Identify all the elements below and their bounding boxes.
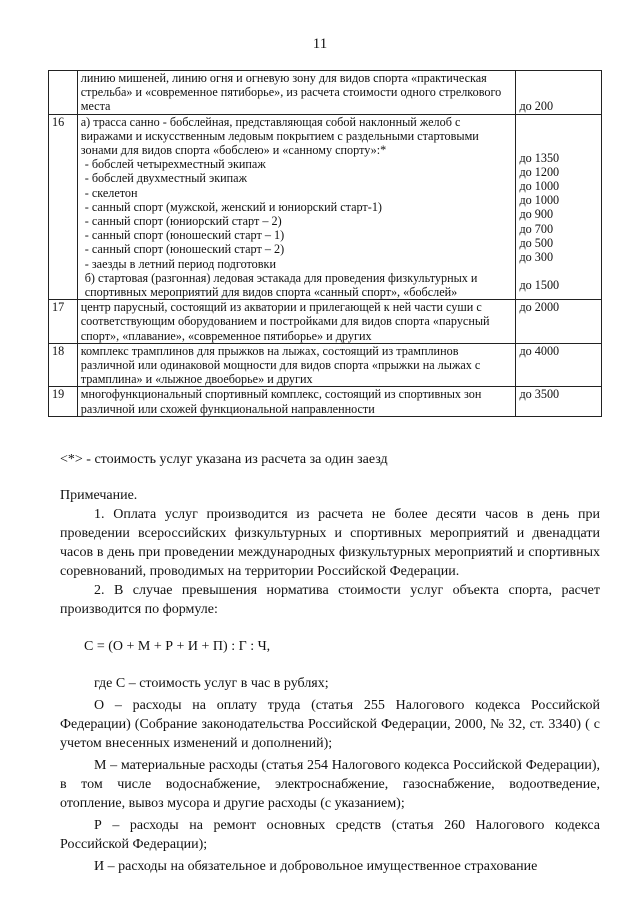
price-value: до 900 [519,207,554,222]
price-value: до 1200 [519,164,560,179]
row-description [77,114,516,300]
row-description: центр парусный, состоящий из акватории и прилегающей к ней части суши с соответствующим оборудованием и постройками для видов спорта «парусный спорт», «плавание», «современное пятиборье» и других [77,300,516,344]
row-number: 18 [49,343,78,387]
page-number: 11 [312,36,328,52]
paragraph: О – расходы на оплату труда (статья 255 Налогового кодекса Российской Федерации) (Собрание законодательства Российской Федерации, 2000, № 32, ст. 3340) ( с учетом внесенных изменений и дополнений); [60,698,600,751]
price-value: до 300 [519,250,554,265]
paragraph: 2. В случае превышения норматива стоимости услуг объекта спорта, расчет производится по формуле: [60,583,600,617]
subsection-a: а) трасса санно - бобслейная, представляющая собой наклонный желоб с виражами и искусственным ледовым покрытием с раздельными стартовыми зонами для видов спорта «бобслею» и «санному спорту»:* [80,114,479,158]
row-price: до 2000 [516,300,602,344]
note-title: Примечание. [60,488,138,503]
list-item: - санный спорт (юношеский старт – 1) [84,228,285,243]
row-number: 19 [49,387,78,416]
paragraph: М – материальные расходы (статья 254 Налогового кодекса Российской Федерации), в том числе водоснабжение, электроснабжение, газоснабжение, водоотведение, отопление, вывоз мусора и другие расходы (с указанием); [60,758,600,811]
list-item: - заезды в летний период подготовки [84,256,276,271]
paragraph: 1. Оплата услуг производится из расчета не более десяти часов в день при проведении всероссийских физкультурных и спортивных мероприятий и двенадцати часов в день при проведении международных физкультурных мероприятий и спортивных соревнований, проводимых на территории Российской Федерации. [60,507,600,579]
row-description: комплекс трамплинов для прыжков на лыжах, состоящий из трамплинов различной или одинаковой мощности для видов спорта «прыжки на лыжах с трамплина» и «лыжное двоеборье» и других [77,343,516,387]
row-price [516,71,602,115]
row-description: линию мишеней, линию огня и огневую зону для видов спорта «практическая стрельба» и «современное пятиборье», из расчета стоимости одного стрелкового места [77,71,516,115]
price-value: до 500 [519,235,554,250]
price-value: до 1000 [519,179,560,194]
row-price: до 4000 [516,343,602,387]
price-list [519,151,598,265]
table-row [49,114,602,300]
price-value: до 200 [519,99,554,113]
price-value: до 1000 [519,193,560,208]
row-number: 16 [49,114,78,300]
subsection-b: б) стартовая (разгонная) ледовая эстакада для проведения физкультурных и спортивных мероприятий для видов спорта «санный спорт», «бобслей» [84,270,478,300]
list-item: - скелетон [84,185,138,200]
row-number [49,71,78,115]
price-value: до 1350 [519,150,560,165]
paragraph: где С – стоимость услуг в час в рублях; [94,676,329,691]
price-table [48,70,602,417]
price-value: до 700 [519,221,554,236]
table-row [49,343,602,387]
row-number: 17 [49,300,78,344]
table-row [49,300,602,344]
paragraph: И – расходы на обязательное и добровольное имущественное страхование [94,859,538,874]
row-description: многофункциональный спортивный комплекс, состоящий из спортивных зон различной или схожей функциональной направленности [77,387,516,416]
table-row [49,71,602,115]
table-row [49,387,602,416]
footnote: <*> - стоимость услуг указана из расчета за один заезд [60,452,388,467]
list-item: - санный спорт (юношеский старт – 2) [84,242,285,257]
formula: С = (О + М + Р + И + П) : Г : Ч, [84,639,271,654]
row-price [516,114,602,300]
row-price: до 3500 [516,387,602,416]
price-value: до 1500 [519,278,560,293]
list-item: - бобслей двухместный экипаж [84,171,247,186]
list-item: - санный спорт (мужской, женский и юниорский старт-1) [84,199,382,214]
list-item: - бобслей четырехместный экипаж [84,157,266,172]
paragraph: Р – расходы на ремонт основных средств (статья 260 Налогового кодекса Российской Федерации); [60,818,600,852]
list-item: - санный спорт (юниорский старт – 2) [84,214,282,229]
note-section [60,486,600,876]
